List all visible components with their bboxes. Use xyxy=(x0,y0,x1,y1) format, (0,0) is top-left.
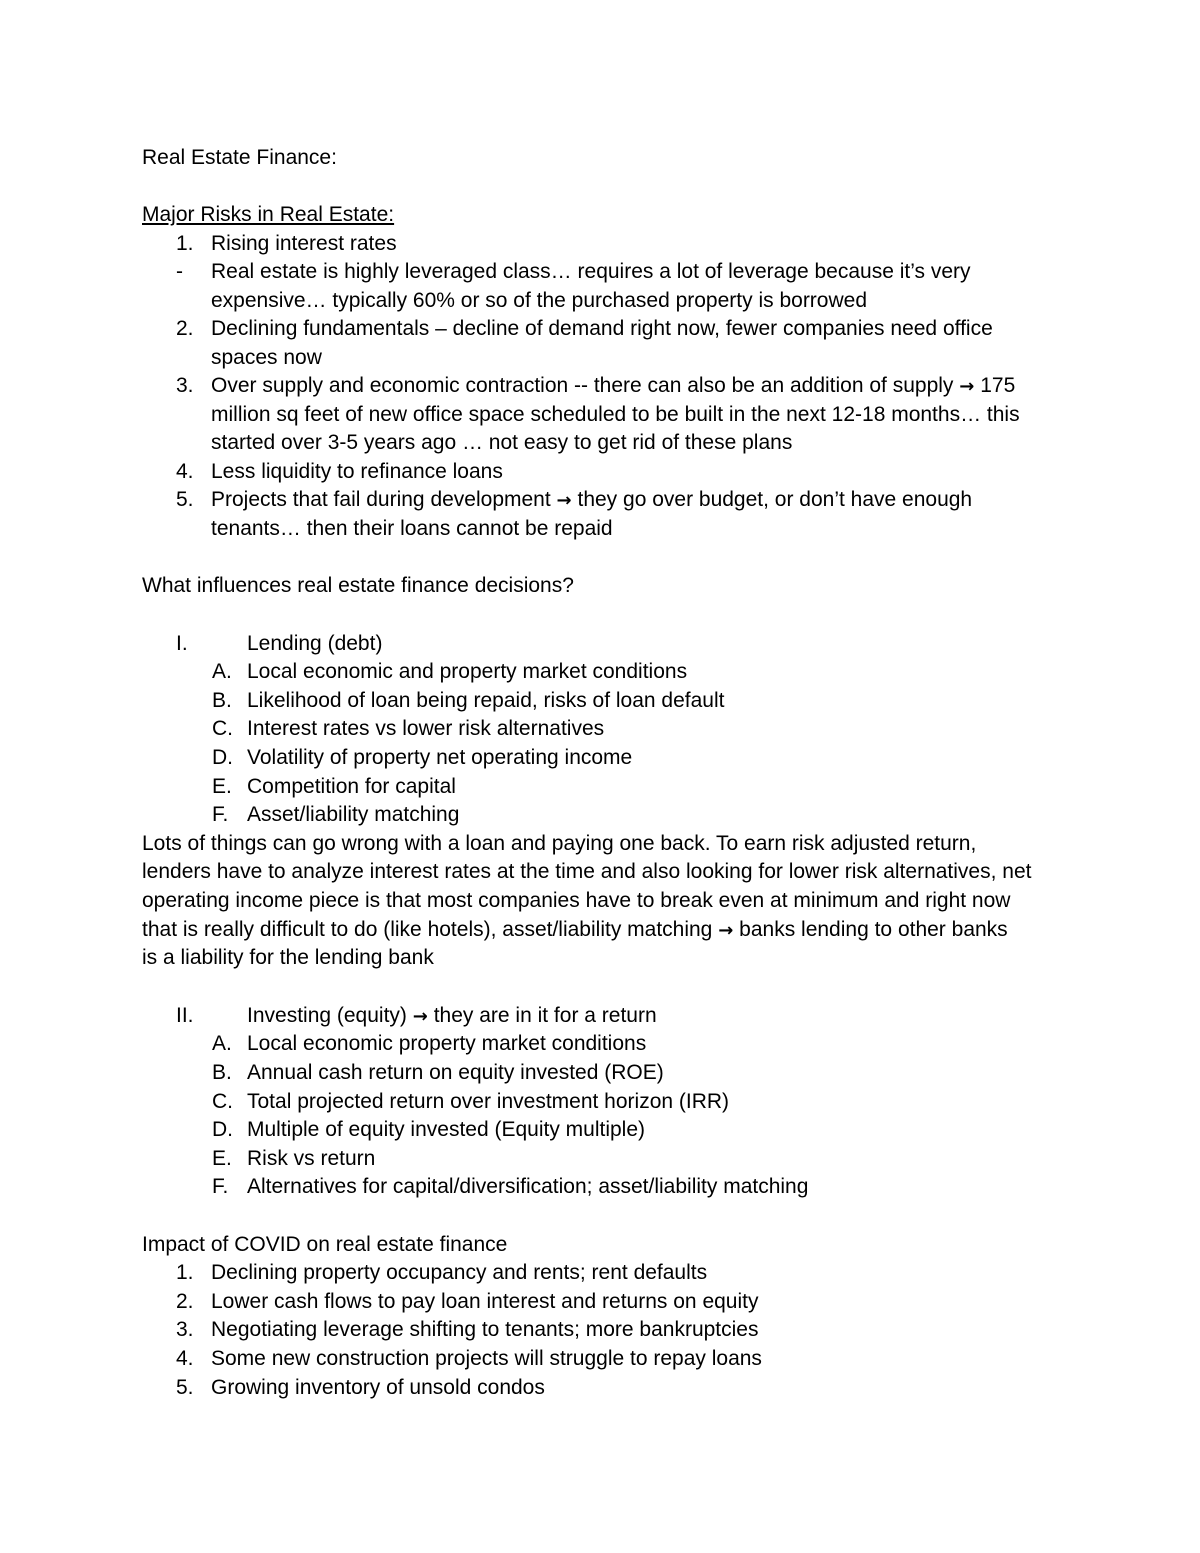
section-marker: I. xyxy=(176,632,188,655)
list-item-continuation: started over 3-5 years ago … not easy to get rid of these plans xyxy=(211,431,793,454)
right-arrow-icon: → xyxy=(959,376,975,397)
list-item: Multiple of equity invested (Equity multiple) xyxy=(247,1118,646,1141)
list-item: Competition for capital xyxy=(247,775,456,798)
paragraph-line: lenders have to analyze interest rates at the time and also looking for lower risk alternatives, net xyxy=(142,860,1032,883)
list-marker: 2. xyxy=(176,317,194,340)
list-item: Lower cash flows to pay loan interest and returns on equity xyxy=(211,1290,759,1313)
list-marker: F. xyxy=(212,1175,229,1198)
list-item-continuation: spaces now xyxy=(211,346,322,369)
list-marker: E. xyxy=(212,1147,232,1170)
list-item: Declining fundamentals – decline of demand right now, fewer companies need office xyxy=(211,317,993,340)
list-item-continuation: expensive… typically 60% or so of the purchased property is borrowed xyxy=(211,289,868,312)
major-risks-heading: Major Risks in Real Estate: xyxy=(142,203,395,226)
list-marker: A. xyxy=(212,1032,232,1055)
list-item: Some new construction projects will struggle to repay loans xyxy=(211,1347,762,1370)
list-marker: B. xyxy=(212,689,232,712)
list-marker: 5. xyxy=(176,1376,194,1399)
list-item: Negotiating leverage shifting to tenants; more bankruptcies xyxy=(211,1318,759,1341)
list-item: Risk vs return xyxy=(247,1147,376,1170)
list-item: Declining property occupancy and rents; rent defaults xyxy=(211,1261,708,1284)
list-marker: 4. xyxy=(176,1347,194,1370)
investing-label: Investing (equity) → they are in it for a return xyxy=(247,1004,657,1027)
list-marker: A. xyxy=(212,660,232,683)
list-item: Volatility of property net operating income xyxy=(247,746,633,769)
list-item: Less liquidity to refinance loans xyxy=(211,460,503,483)
list-marker: 3. xyxy=(176,1318,194,1341)
list-marker: C. xyxy=(212,717,233,740)
list-marker: F. xyxy=(212,803,229,826)
list-marker: D. xyxy=(212,1118,233,1141)
paragraph-line: Lots of things can go wrong with a loan and paying one back. To earn risk adjusted return, xyxy=(142,832,977,855)
list-marker: E. xyxy=(212,775,232,798)
influences-question: What influences real estate finance decisions? xyxy=(142,574,574,597)
list-item: Growing inventory of unsold condos xyxy=(211,1376,545,1399)
list-marker: B. xyxy=(212,1061,232,1084)
list-item: Total projected return over investment horizon (IRR) xyxy=(247,1090,730,1113)
list-item: Rising interest rates xyxy=(211,232,397,255)
list-item: Likelihood of loan being repaid, risks of loan default xyxy=(247,689,725,712)
paragraph-line: that is really difficult to do (like hotels), asset/liability matching → banks lending to other banks xyxy=(142,918,1008,941)
list-marker: 1. xyxy=(176,1261,194,1284)
right-arrow-icon: → xyxy=(556,490,572,511)
paragraph-line: is a liability for the lending bank xyxy=(142,946,434,969)
right-arrow-icon: → xyxy=(718,920,734,941)
list-item-continuation: million sq feet of new office space scheduled to be built in the next 12-18 months… this xyxy=(211,403,1020,426)
list-item: Annual cash return on equity invested (ROE) xyxy=(247,1061,664,1084)
right-arrow-icon: → xyxy=(412,1006,428,1027)
list-marker: 5. xyxy=(176,488,194,511)
list-item: Alternatives for capital/diversification; asset/liability matching xyxy=(247,1175,809,1198)
list-item: Projects that fail during development → they go over budget, or don’t have enough xyxy=(211,488,973,511)
covid-heading: Impact of COVID on real estate finance xyxy=(142,1233,508,1256)
list-marker: - xyxy=(176,260,183,283)
paragraph-line: operating income piece is that most companies have to break even at minimum and right now xyxy=(142,889,1011,912)
section-marker: II. xyxy=(176,1004,194,1027)
list-item: Real estate is highly leveraged class… requires a lot of leverage because it’s very xyxy=(211,260,971,283)
document-title: Real Estate Finance: xyxy=(142,146,337,169)
lending-label: Lending (debt) xyxy=(247,632,383,655)
list-marker: 1. xyxy=(176,232,194,255)
list-item: Asset/liability matching xyxy=(247,803,460,826)
list-marker: 4. xyxy=(176,460,194,483)
list-item-continuation: tenants… then their loans cannot be repaid xyxy=(211,517,613,540)
list-marker: 3. xyxy=(176,374,194,397)
list-item: Interest rates vs lower risk alternatives xyxy=(247,717,605,740)
list-marker: D. xyxy=(212,746,233,769)
list-item: Over supply and economic contraction -- there can also be an addition of supply → 175 xyxy=(211,374,1016,397)
list-marker: 2. xyxy=(176,1290,194,1313)
list-item: Local economic property market conditions xyxy=(247,1032,647,1055)
list-marker: C. xyxy=(212,1090,233,1113)
list-item: Local economic and property market conditions xyxy=(247,660,688,683)
